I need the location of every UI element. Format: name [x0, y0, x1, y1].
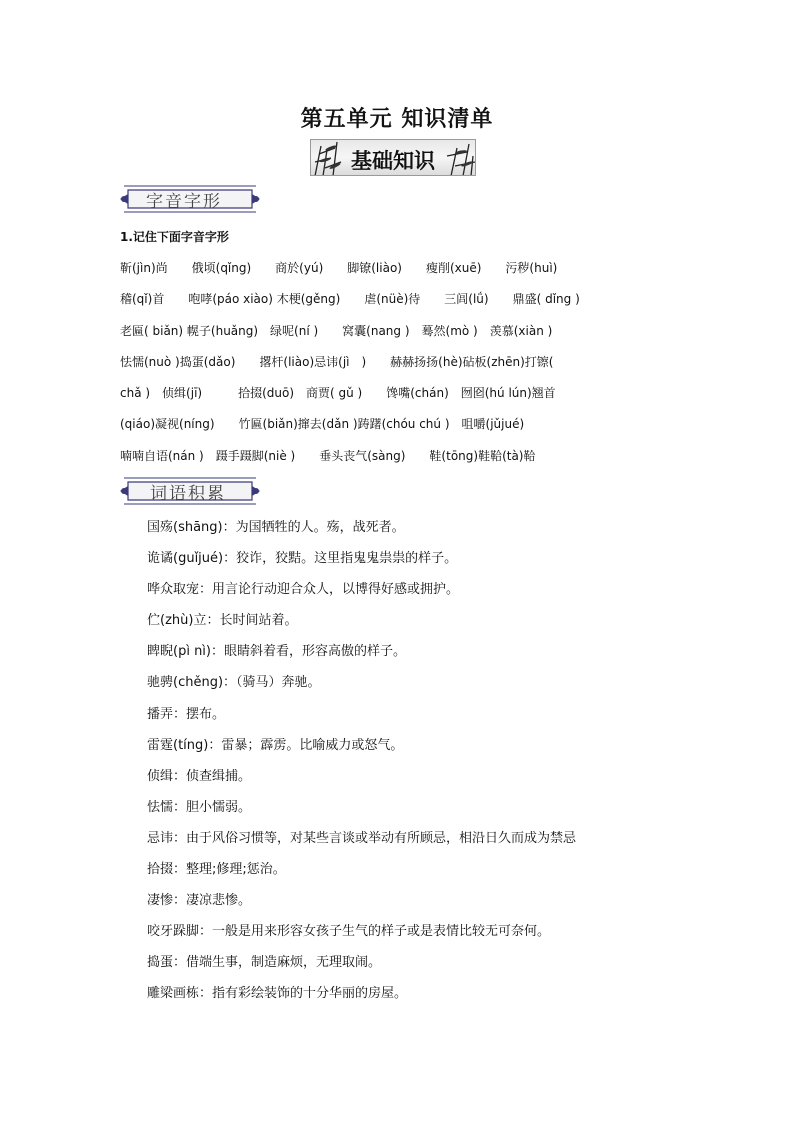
definition-item: 伫(zhù)立：长时间站着。	[147, 613, 298, 629]
vocab-row: chǎ ) 侦缉(jī) 拾掇(duō) 商贾( gǔ ) 馋嘴(chán) 囫囵(hú lún)翘首	[120, 386, 556, 401]
section-label: 字音字形	[146, 192, 222, 212]
vocab-row: 老匾( biǎn) 幌子(huǎng) 绿呢(ní ) 窝囊(nang ) 蓦然(mò ) 羡慕(xiàn )	[120, 323, 553, 338]
section-label: 词语积累	[150, 484, 226, 504]
vocab-list	[120, 258, 680, 477]
definition-item: 播弄：摆布。	[147, 706, 226, 722]
definition-item: 驰骋(chěng)：（骑马）奔驰。	[147, 675, 321, 691]
definition-item: 雕梁画栋：指有彩绘装饰的十分华丽的房屋。	[147, 986, 408, 1002]
definition-item: 侦缉：侦查缉捕。	[147, 768, 252, 784]
section-header-vocabulary	[120, 474, 260, 508]
banner-title: 基础知识	[351, 148, 435, 173]
definition-item: 哗众取宠：用言论行动迎合众人，以博得好感或拥护。	[147, 582, 460, 598]
definition-item: 雷霆(tíng)：雷暴；霹雳。比喻威力或怒气。	[147, 737, 404, 753]
definition-item: 诡谲(guǐjué)：狡诈，狡黠。这里指鬼鬼祟祟的样子。	[147, 551, 458, 567]
vocab-row: 怯懦(nuò )捣蛋(dǎo) 撂杆(liào)忌讳(jì ) 赫赫扬扬(hè)砧板(zhēn)打镲(	[120, 354, 554, 369]
vocab-row: 喃喃自语(nán ) 蹑手蹑脚(niè ) 垂头丧气(sàng) 鞋(tōng)鞋鞈(tà)鞈	[120, 448, 536, 463]
definition-item: 拾掇：整理;修理;惩治。	[147, 862, 286, 878]
definition-item: 睥睨(pì nì)：眼睛斜着看，形容高傲的样子。	[147, 644, 406, 660]
vocab-row: 稽(qǐ)首 咆哮(páo xiào) 木梗(gěng) 虐(nüè)待 三闾(lǘ) 鼎盛( dǐng )	[120, 292, 580, 307]
definition-item: 国殇(shāng)：为国牺牲的人。殇，战死者。	[147, 520, 405, 535]
section-header-pronunciation	[120, 182, 260, 216]
definition-item: 咬牙跺脚：一般是用来形容女孩子生气的样子或是表情比较无可奈何。	[147, 924, 551, 940]
definition-list	[147, 518, 707, 1016]
question-heading: 1.记住下面字音字形	[120, 230, 229, 244]
vocab-row: (qiáo)凝视(níng) 竹匾(biǎn)撺去(dǎn )踌躇(chóu chú ) 咀嚼(jǔjué)	[120, 417, 525, 432]
definition-item: 捣蛋：借端生事，制造麻烦，无理取闹。	[147, 955, 382, 971]
definition-item: 凄惨：凄凉悲惨。	[147, 893, 252, 909]
definition-item: 忌讳：由于风俗习惯等，对某些言谈或举动有所顾忌，相沿日久而成为禁忌	[147, 830, 577, 846]
definition-item: 怯懦：胆小懦弱。	[147, 799, 252, 815]
page-title: 第五单元 知识清单	[300, 107, 494, 132]
vocab-row: 靳(jìn)尚 俄顷(qǐng) 商於(yú) 脚镣(liào) 瘦削(xuē) 污秽(huì)	[120, 261, 558, 275]
section-banner	[310, 139, 476, 176]
